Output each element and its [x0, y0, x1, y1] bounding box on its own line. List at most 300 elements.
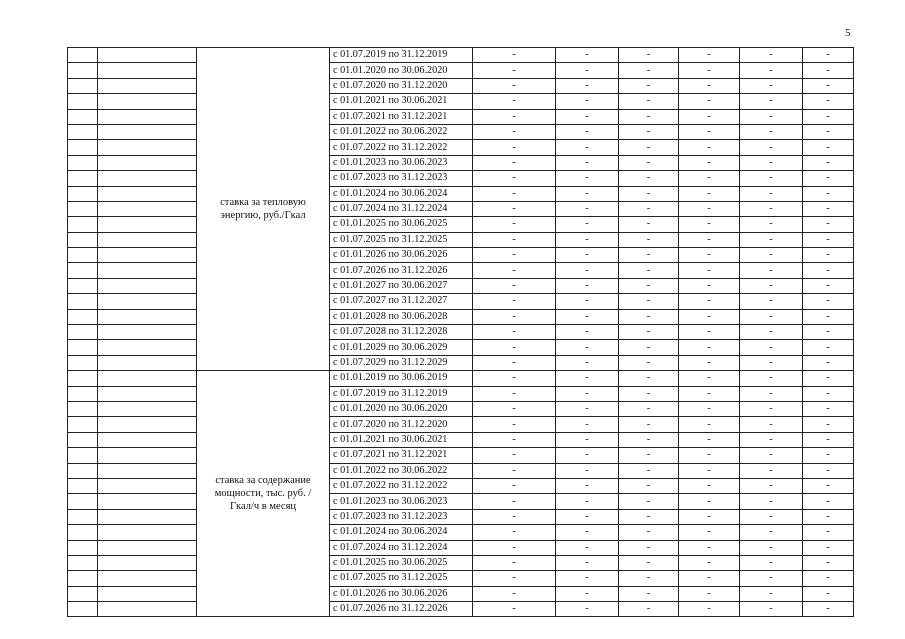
indicator-name-cell [98, 401, 197, 416]
value-cell: - [619, 48, 679, 63]
value-cell: - [740, 217, 803, 232]
period-cell: с 01.01.2024 по 30.06.2024 [330, 186, 473, 201]
table-row [68, 340, 854, 355]
table-row [68, 386, 854, 401]
value-cell: - [473, 417, 556, 432]
value-cell: - [740, 463, 803, 478]
value-cell: - [740, 478, 803, 493]
value-cell: - [473, 63, 556, 78]
table-row [68, 355, 854, 370]
value-cell: - [473, 278, 556, 293]
value-cell: - [556, 48, 619, 63]
table-row [68, 494, 854, 509]
value-cell: - [619, 417, 679, 432]
row-number-cell [68, 248, 98, 263]
value-cell: - [619, 278, 679, 293]
row-number-cell [68, 478, 98, 493]
value-cell: - [803, 124, 854, 139]
row-number-cell [68, 386, 98, 401]
indicator-name-cell [98, 171, 197, 186]
value-cell: - [619, 340, 679, 355]
row-number-cell [68, 155, 98, 170]
row-number-cell [68, 294, 98, 309]
row-number-cell [68, 540, 98, 555]
value-cell: - [556, 463, 619, 478]
row-number-cell [68, 232, 98, 247]
value-cell: - [679, 417, 740, 432]
value-cell: - [803, 248, 854, 263]
value-cell: - [803, 232, 854, 247]
value-cell: - [556, 478, 619, 493]
value-cell: - [803, 48, 854, 63]
value-cell: - [473, 48, 556, 63]
value-cell: - [619, 525, 679, 540]
table-row [68, 155, 854, 170]
table-row [68, 232, 854, 247]
value-cell: - [803, 186, 854, 201]
period-cell: с 01.07.2025 по 31.12.2025 [330, 571, 473, 586]
period-cell: с 01.01.2022 по 30.06.2022 [330, 124, 473, 139]
row-number-cell [68, 448, 98, 463]
value-cell: - [803, 463, 854, 478]
value-cell: - [679, 171, 740, 186]
value-cell: - [556, 540, 619, 555]
value-cell: - [619, 325, 679, 340]
value-cell: - [473, 217, 556, 232]
value-cell: - [619, 140, 679, 155]
row-number-cell [68, 263, 98, 278]
value-cell: - [619, 94, 679, 109]
value-cell: - [556, 171, 619, 186]
value-cell: - [803, 201, 854, 216]
value-cell: - [619, 63, 679, 78]
value-cell: - [619, 217, 679, 232]
value-cell: - [803, 540, 854, 555]
indicator-name-cell [98, 201, 197, 216]
value-cell: - [679, 325, 740, 340]
indicator-name-cell [98, 78, 197, 93]
period-cell: с 01.01.2027 по 30.06.2027 [330, 278, 473, 293]
value-cell: - [679, 525, 740, 540]
value-cell: - [619, 448, 679, 463]
indicator-name-cell [98, 555, 197, 570]
row-number-cell [68, 525, 98, 540]
value-cell: - [473, 325, 556, 340]
value-cell: - [803, 171, 854, 186]
value-cell: - [740, 525, 803, 540]
value-cell: - [803, 78, 854, 93]
table-row [68, 432, 854, 447]
value-cell: - [556, 555, 619, 570]
value-cell: - [740, 586, 803, 601]
value-cell: - [803, 371, 854, 386]
indicator-name-cell [98, 494, 197, 509]
period-cell: с 01.01.2021 по 30.06.2021 [330, 432, 473, 447]
value-cell: - [803, 355, 854, 370]
period-cell: с 01.07.2024 по 31.12.2024 [330, 540, 473, 555]
period-cell: с 01.01.2026 по 30.06.2026 [330, 248, 473, 263]
value-cell: - [803, 155, 854, 170]
value-cell: - [740, 78, 803, 93]
value-cell: - [740, 263, 803, 278]
value-cell: - [679, 494, 740, 509]
indicator-name-cell [98, 63, 197, 78]
value-cell: - [740, 155, 803, 170]
value-cell: - [679, 355, 740, 370]
indicator-name-cell [98, 448, 197, 463]
value-cell: - [556, 586, 619, 601]
tariff-table [67, 47, 854, 617]
value-cell: - [740, 509, 803, 524]
row-number-cell [68, 94, 98, 109]
indicator-name-cell [98, 109, 197, 124]
value-cell: - [803, 571, 854, 586]
value-cell: - [803, 217, 854, 232]
value-cell: - [740, 201, 803, 216]
indicator-name-cell [98, 217, 197, 232]
value-cell: - [556, 355, 619, 370]
row-number-cell [68, 602, 98, 617]
indicator-name-cell [98, 248, 197, 263]
row-number-cell [68, 463, 98, 478]
value-cell: - [740, 494, 803, 509]
value-cell: - [619, 171, 679, 186]
value-cell: - [803, 586, 854, 601]
value-cell: - [679, 201, 740, 216]
table-row [68, 63, 854, 78]
period-cell: с 01.01.2023 по 30.06.2023 [330, 494, 473, 509]
value-cell: - [740, 94, 803, 109]
value-cell: - [679, 78, 740, 93]
row-number-cell [68, 555, 98, 570]
indicator-name-cell [98, 140, 197, 155]
table-row [68, 371, 854, 386]
value-cell: - [556, 201, 619, 216]
value-cell: - [679, 386, 740, 401]
table-row [68, 309, 854, 324]
value-cell: - [473, 294, 556, 309]
value-cell: - [740, 602, 803, 617]
table-row [68, 278, 854, 293]
row-number-cell [68, 309, 98, 324]
value-cell: - [556, 340, 619, 355]
value-cell: - [556, 217, 619, 232]
value-cell: - [473, 248, 556, 263]
period-cell: с 01.07.2025 по 31.12.2025 [330, 232, 473, 247]
table-row [68, 478, 854, 493]
value-cell: - [556, 63, 619, 78]
value-cell: - [619, 478, 679, 493]
period-cell: с 01.01.2029 по 30.06.2029 [330, 340, 473, 355]
value-cell: - [679, 248, 740, 263]
indicator-name-cell [98, 325, 197, 340]
value-cell: - [556, 509, 619, 524]
value-cell: - [473, 386, 556, 401]
value-cell: - [473, 555, 556, 570]
value-cell: - [679, 217, 740, 232]
table-row [68, 525, 854, 540]
value-cell: - [740, 109, 803, 124]
value-cell: - [473, 494, 556, 509]
value-cell: - [473, 448, 556, 463]
value-cell: - [740, 371, 803, 386]
row-number-cell [68, 171, 98, 186]
value-cell: - [619, 509, 679, 524]
value-cell: - [619, 463, 679, 478]
row-number-cell [68, 494, 98, 509]
indicator-name-cell [98, 232, 197, 247]
value-cell: - [679, 109, 740, 124]
value-cell: - [679, 94, 740, 109]
table-body [68, 48, 854, 617]
value-cell: - [619, 555, 679, 570]
value-cell: - [803, 340, 854, 355]
page-number: 5 [845, 27, 851, 39]
value-cell: - [679, 263, 740, 278]
value-cell: - [803, 294, 854, 309]
period-cell: с 01.07.2023 по 31.12.2023 [330, 171, 473, 186]
indicator-name-cell [98, 525, 197, 540]
value-cell: - [803, 278, 854, 293]
value-cell: - [740, 186, 803, 201]
indicator-name-cell [98, 478, 197, 493]
value-cell: - [619, 78, 679, 93]
value-cell: - [556, 232, 619, 247]
period-cell: с 01.07.2029 по 31.12.2029 [330, 355, 473, 370]
value-cell: - [803, 309, 854, 324]
row-number-cell [68, 140, 98, 155]
value-cell: - [679, 140, 740, 155]
period-cell: с 01.01.2028 по 30.06.2028 [330, 309, 473, 324]
value-cell: - [473, 78, 556, 93]
table-row [68, 78, 854, 93]
value-cell: - [803, 401, 854, 416]
value-cell: - [740, 278, 803, 293]
value-cell: - [803, 94, 854, 109]
row-number-cell [68, 201, 98, 216]
value-cell: - [740, 63, 803, 78]
table-row [68, 448, 854, 463]
value-cell: - [740, 386, 803, 401]
value-cell: - [679, 155, 740, 170]
period-cell: с 01.01.2019 по 30.06.2019 [330, 371, 473, 386]
value-cell: - [556, 325, 619, 340]
table-row [68, 325, 854, 340]
row-number-cell [68, 401, 98, 416]
row-number-cell [68, 63, 98, 78]
period-cell: с 01.07.2022 по 31.12.2022 [330, 140, 473, 155]
row-number-cell [68, 48, 98, 63]
row-number-cell [68, 371, 98, 386]
value-cell: - [473, 140, 556, 155]
indicator-name-cell [98, 586, 197, 601]
value-cell: - [619, 494, 679, 509]
value-cell: - [473, 540, 556, 555]
value-cell: - [473, 186, 556, 201]
indicator-name-cell [98, 309, 197, 324]
value-cell: - [679, 48, 740, 63]
value-cell: - [740, 171, 803, 186]
value-cell: - [679, 448, 740, 463]
value-cell: - [803, 325, 854, 340]
value-cell: - [619, 401, 679, 416]
value-cell: - [473, 232, 556, 247]
value-cell: - [556, 94, 619, 109]
value-cell: - [473, 155, 556, 170]
period-cell: с 01.01.2020 по 30.06.2020 [330, 63, 473, 78]
period-cell: с 01.07.2020 по 31.12.2020 [330, 78, 473, 93]
value-cell: - [556, 448, 619, 463]
rate-type-cell: ставка за тепловую энергию, руб./Гкал [197, 48, 330, 371]
table-row [68, 124, 854, 139]
value-cell: - [619, 386, 679, 401]
value-cell: - [473, 525, 556, 540]
value-cell: - [619, 432, 679, 447]
value-cell: - [740, 309, 803, 324]
row-number-cell [68, 217, 98, 232]
row-number-cell [68, 186, 98, 201]
value-cell: - [679, 186, 740, 201]
period-cell: с 01.07.2024 по 31.12.2024 [330, 201, 473, 216]
value-cell: - [473, 201, 556, 216]
row-number-cell [68, 571, 98, 586]
value-cell: - [679, 602, 740, 617]
table-row [68, 201, 854, 216]
table-row [68, 217, 854, 232]
value-cell: - [473, 263, 556, 278]
value-cell: - [619, 186, 679, 201]
indicator-name-cell [98, 124, 197, 139]
row-number-cell [68, 278, 98, 293]
value-cell: - [556, 186, 619, 201]
period-cell: с 01.01.2025 по 30.06.2025 [330, 555, 473, 570]
indicator-name-cell [98, 186, 197, 201]
value-cell: - [619, 294, 679, 309]
value-cell: - [679, 571, 740, 586]
table-row [68, 401, 854, 416]
value-cell: - [740, 140, 803, 155]
period-cell: с 01.01.2020 по 30.06.2020 [330, 401, 473, 416]
value-cell: - [803, 386, 854, 401]
value-cell: - [679, 371, 740, 386]
table-row [68, 509, 854, 524]
value-cell: - [473, 586, 556, 601]
value-cell: - [803, 417, 854, 432]
value-cell: - [556, 124, 619, 139]
indicator-name-cell [98, 294, 197, 309]
value-cell: - [473, 124, 556, 139]
indicator-name-cell [98, 263, 197, 278]
period-cell: с 01.07.2027 по 31.12.2027 [330, 294, 473, 309]
value-cell: - [679, 401, 740, 416]
value-cell: - [740, 248, 803, 263]
value-cell: - [473, 401, 556, 416]
value-cell: - [740, 355, 803, 370]
table-row [68, 140, 854, 155]
table-row [68, 48, 854, 63]
period-cell: с 01.07.2028 по 31.12.2028 [330, 325, 473, 340]
value-cell: - [803, 555, 854, 570]
value-cell: - [619, 155, 679, 170]
value-cell: - [679, 340, 740, 355]
value-cell: - [679, 309, 740, 324]
table-row [68, 171, 854, 186]
value-cell: - [556, 417, 619, 432]
value-cell: - [679, 586, 740, 601]
value-cell: - [556, 248, 619, 263]
value-cell: - [556, 494, 619, 509]
value-cell: - [740, 555, 803, 570]
value-cell: - [740, 124, 803, 139]
table-row [68, 294, 854, 309]
period-cell: с 01.01.2024 по 30.06.2024 [330, 525, 473, 540]
period-cell: с 01.07.2020 по 31.12.2020 [330, 417, 473, 432]
value-cell: - [473, 478, 556, 493]
row-number-cell [68, 109, 98, 124]
value-cell: - [679, 478, 740, 493]
table-row [68, 463, 854, 478]
indicator-name-cell [98, 371, 197, 386]
period-cell: с 01.07.2022 по 31.12.2022 [330, 478, 473, 493]
value-cell: - [679, 232, 740, 247]
value-cell: - [740, 417, 803, 432]
value-cell: - [556, 155, 619, 170]
value-cell: - [619, 571, 679, 586]
value-cell: - [679, 294, 740, 309]
value-cell: - [473, 432, 556, 447]
value-cell: - [473, 602, 556, 617]
value-cell: - [740, 294, 803, 309]
indicator-name-cell [98, 48, 197, 63]
value-cell: - [619, 602, 679, 617]
table-row [68, 94, 854, 109]
period-cell: с 01.01.2021 по 30.06.2021 [330, 94, 473, 109]
indicator-name-cell [98, 355, 197, 370]
value-cell: - [740, 340, 803, 355]
period-cell: с 01.07.2026 по 31.12.2026 [330, 263, 473, 278]
value-cell: - [803, 109, 854, 124]
period-cell: с 01.01.2025 по 30.06.2025 [330, 217, 473, 232]
table-row [68, 263, 854, 278]
value-cell: - [619, 540, 679, 555]
value-cell: - [556, 401, 619, 416]
value-cell: - [803, 448, 854, 463]
value-cell: - [556, 432, 619, 447]
indicator-name-cell [98, 340, 197, 355]
value-cell: - [556, 386, 619, 401]
table-row [68, 186, 854, 201]
row-number-cell [68, 355, 98, 370]
indicator-name-cell [98, 540, 197, 555]
indicator-name-cell [98, 463, 197, 478]
value-cell: - [679, 432, 740, 447]
value-cell: - [740, 432, 803, 447]
period-cell: с 01.07.2019 по 31.12.2019 [330, 48, 473, 63]
value-cell: - [473, 355, 556, 370]
table-row [68, 586, 854, 601]
table-row [68, 417, 854, 432]
value-cell: - [556, 309, 619, 324]
row-number-cell [68, 340, 98, 355]
indicator-name-cell [98, 278, 197, 293]
table-row [68, 602, 854, 617]
period-cell: с 01.07.2021 по 31.12.2021 [330, 109, 473, 124]
value-cell: - [556, 78, 619, 93]
value-cell: - [556, 140, 619, 155]
table-row [68, 571, 854, 586]
value-cell: - [556, 371, 619, 386]
value-cell: - [473, 94, 556, 109]
